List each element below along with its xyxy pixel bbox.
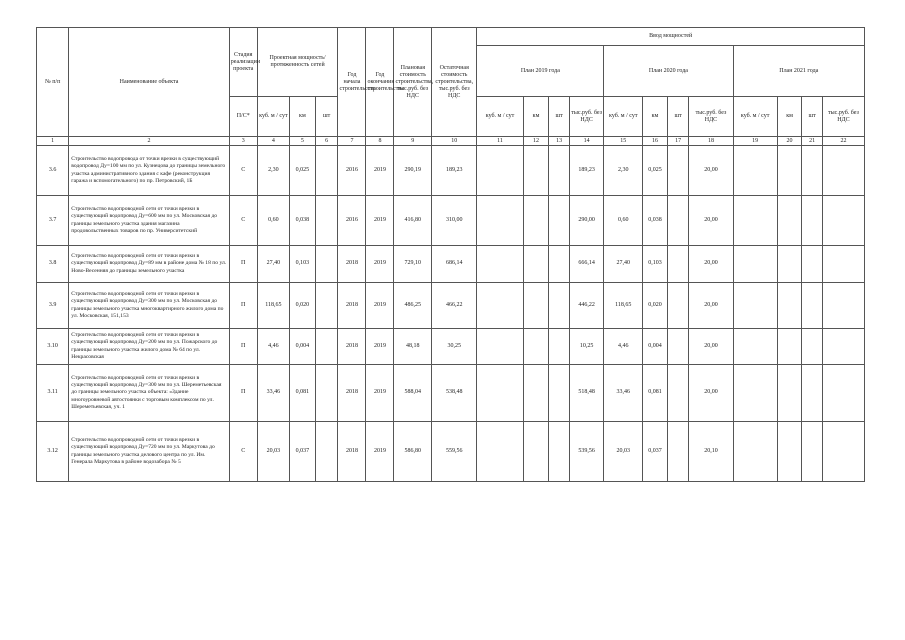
project-stage: П bbox=[229, 246, 257, 283]
plan2020-cub: 4,46 bbox=[604, 329, 643, 365]
col-number: 11 bbox=[477, 137, 523, 146]
plan2021-sht bbox=[802, 196, 822, 246]
plan2019-sht bbox=[549, 422, 569, 482]
header-input: Ввод мощностей bbox=[477, 28, 865, 46]
col-number: 1 bbox=[37, 137, 69, 146]
capacity-sht bbox=[315, 329, 338, 365]
planned-cost: 290,19 bbox=[394, 146, 432, 196]
plan2019-cub bbox=[477, 196, 523, 246]
planned-cost: 729,10 bbox=[394, 246, 432, 283]
capacity-sht bbox=[315, 283, 338, 329]
capacity-km: 0,081 bbox=[290, 365, 316, 422]
col-number: 4 bbox=[257, 137, 289, 146]
project-stage: П bbox=[229, 329, 257, 365]
plan2020-cub: 20,03 bbox=[604, 422, 643, 482]
plan2021-sht bbox=[802, 146, 822, 196]
residual-cost: 538,48 bbox=[432, 365, 477, 422]
plan2019-cub bbox=[477, 365, 523, 422]
residual-cost: 466,22 bbox=[432, 283, 477, 329]
plan2019-sht bbox=[549, 246, 569, 283]
plan2019-km bbox=[523, 246, 549, 283]
row-number: 3.11 bbox=[37, 365, 69, 422]
object-name: Строительство водопроводной сети от точки врезки в существующий водопровод Ду=89 мм в районе дома № 18 по ул. Ново-Весенняя до границы земельного участка bbox=[69, 246, 229, 283]
plan2021-cub bbox=[733, 196, 777, 246]
plan2021-cub bbox=[733, 146, 777, 196]
col-number: 20 bbox=[777, 137, 802, 146]
plan2019-sht bbox=[549, 329, 569, 365]
residual-cost: 310,00 bbox=[432, 196, 477, 246]
plan2021-cost bbox=[822, 329, 864, 365]
col-number: 16 bbox=[643, 137, 668, 146]
sub-cost-2020: тыс.руб. без НДС bbox=[689, 97, 733, 137]
header-capacity: Проектная мощность/ протяженность сетей bbox=[257, 28, 338, 97]
capacity-sht bbox=[315, 422, 338, 482]
plan2019-cub bbox=[477, 146, 523, 196]
plan2021-cost bbox=[822, 246, 864, 283]
plan2019-cost: 539,56 bbox=[569, 422, 603, 482]
year-start: 2016 bbox=[338, 146, 366, 196]
plan2019-km bbox=[523, 283, 549, 329]
plan2020-sht bbox=[667, 283, 689, 329]
col-number: 19 bbox=[733, 137, 777, 146]
residual-cost: 686,14 bbox=[432, 246, 477, 283]
plan2020-sht bbox=[667, 196, 689, 246]
plan2020-sht bbox=[667, 246, 689, 283]
row-number: 3.9 bbox=[37, 283, 69, 329]
capacity-sht bbox=[315, 246, 338, 283]
sub-sht-2021: шт bbox=[802, 97, 822, 137]
plan2021-km bbox=[777, 196, 802, 246]
sub-cost-2021: тыс.руб. без НДС bbox=[822, 97, 864, 137]
col-number: 10 bbox=[432, 137, 477, 146]
plan2020-sht bbox=[667, 422, 689, 482]
plan2020-cost: 20,10 bbox=[689, 422, 733, 482]
plan2021-sht bbox=[802, 329, 822, 365]
capacity-sht bbox=[315, 365, 338, 422]
plan2021-cost bbox=[822, 146, 864, 196]
plan2019-cost: 290,00 bbox=[569, 196, 603, 246]
plan2021-km bbox=[777, 422, 802, 482]
year-start: 2018 bbox=[338, 422, 366, 482]
plan2020-cub: 27,40 bbox=[604, 246, 643, 283]
col-number: 2 bbox=[69, 137, 229, 146]
plan2020-sht bbox=[667, 365, 689, 422]
year-end: 2019 bbox=[366, 422, 394, 482]
row-number: 3.7 bbox=[37, 196, 69, 246]
table-row bbox=[37, 283, 865, 329]
plan2021-cost bbox=[822, 422, 864, 482]
capacity-cub: 20,03 bbox=[257, 422, 289, 482]
planned-cost: 48,18 bbox=[394, 329, 432, 365]
planned-cost: 416,80 bbox=[394, 196, 432, 246]
col-number: 6 bbox=[315, 137, 338, 146]
plan2020-km: 0,004 bbox=[643, 329, 668, 365]
col-number: 22 bbox=[822, 137, 864, 146]
col-number: 12 bbox=[523, 137, 549, 146]
plan2020-cost: 20,00 bbox=[689, 146, 733, 196]
capacity-input-table bbox=[36, 27, 865, 482]
plan2019-cost: 10,25 bbox=[569, 329, 603, 365]
plan2019-cub bbox=[477, 422, 523, 482]
header-name: Наименование объекта bbox=[69, 28, 229, 137]
residual-cost: 30,25 bbox=[432, 329, 477, 365]
col-number: 14 bbox=[569, 137, 603, 146]
plan2020-km: 0,037 bbox=[643, 422, 668, 482]
col-number: 3 bbox=[229, 137, 257, 146]
plan2021-cub bbox=[733, 329, 777, 365]
sub-km-2020: км bbox=[643, 97, 668, 137]
plan2020-sht bbox=[667, 146, 689, 196]
sub-km-2021: км bbox=[777, 97, 802, 137]
col-number: 9 bbox=[394, 137, 432, 146]
header-plan-2020: План 2020 года bbox=[604, 46, 733, 97]
sub-sht-2019: шт bbox=[549, 97, 569, 137]
capacity-km: 0,037 bbox=[290, 422, 316, 482]
plan2020-sht bbox=[667, 329, 689, 365]
year-end: 2019 bbox=[366, 283, 394, 329]
plan2021-sht bbox=[802, 283, 822, 329]
planned-cost: 486,25 bbox=[394, 283, 432, 329]
plan2021-km bbox=[777, 283, 802, 329]
capacity-cub: 0,60 bbox=[257, 196, 289, 246]
year-end: 2019 bbox=[366, 365, 394, 422]
col-number: 21 bbox=[802, 137, 822, 146]
capacity-sht bbox=[315, 196, 338, 246]
plan2019-sht bbox=[549, 146, 569, 196]
plan2019-cub bbox=[477, 283, 523, 329]
plan2019-km bbox=[523, 329, 549, 365]
sub-cost-2019: тыс.руб. без НДС bbox=[569, 97, 603, 137]
row-number: 3.6 bbox=[37, 146, 69, 196]
plan2020-cost: 20,00 bbox=[689, 196, 733, 246]
col-number: 17 bbox=[667, 137, 689, 146]
object-name: Строительство водопроводной сети от точки врезки в существующий водопровод Ду=300 мм по ул. Московская до границы земельного участка многоквартирного жилого дома по ул. Московская, 151,153 bbox=[69, 283, 229, 329]
plan2020-km: 0,025 bbox=[643, 146, 668, 196]
table-row bbox=[37, 365, 865, 422]
plan2021-km bbox=[777, 146, 802, 196]
header-num: № п/п bbox=[37, 28, 69, 137]
header-residual-cost: Остаточная стоимость строительства, тыс.руб. без НДС bbox=[432, 28, 477, 137]
sub-cub-2020: куб. м / сут bbox=[604, 97, 643, 137]
year-start: 2018 bbox=[338, 283, 366, 329]
project-stage: П bbox=[229, 365, 257, 422]
year-start: 2016 bbox=[338, 196, 366, 246]
plan2019-sht bbox=[549, 365, 569, 422]
project-stage: С bbox=[229, 146, 257, 196]
table-row bbox=[37, 422, 865, 482]
year-end: 2019 bbox=[366, 329, 394, 365]
sub-cub-2021: куб. м / сут bbox=[733, 97, 777, 137]
year-start: 2018 bbox=[338, 329, 366, 365]
plan2021-cub bbox=[733, 422, 777, 482]
object-name: Строительство водопроводной сети от точки врезки в существующий водопровод Ду=720 мм по ул. Маркутова до границы земельного участка делового центра по ул. Им. Генерала Маркутова в районе водозабора № 5 bbox=[69, 422, 229, 482]
plan2019-cost: 518,48 bbox=[569, 365, 603, 422]
plan2019-km bbox=[523, 196, 549, 246]
table-body bbox=[37, 146, 865, 482]
residual-cost: 189,23 bbox=[432, 146, 477, 196]
plan2021-sht bbox=[802, 422, 822, 482]
header-stage: Стадия реализации проекта bbox=[229, 28, 257, 97]
table-row bbox=[37, 196, 865, 246]
plan2021-cost bbox=[822, 283, 864, 329]
row-number: 3.8 bbox=[37, 246, 69, 283]
col-number: 8 bbox=[366, 137, 394, 146]
plan2021-km bbox=[777, 246, 802, 283]
plan2019-cub bbox=[477, 246, 523, 283]
plan2020-cub: 2,30 bbox=[604, 146, 643, 196]
table-row bbox=[37, 329, 865, 365]
plan2020-cub: 0,60 bbox=[604, 196, 643, 246]
object-name: Строительство водопроводной сети от точки врезки в существующий водопровод Ду=600 мм по ул. Московская до границы земельного участка здания магазина продовольственных товаров по пр. Университетский bbox=[69, 196, 229, 246]
column-number-row bbox=[37, 137, 865, 146]
table-row bbox=[37, 246, 865, 283]
project-stage: С bbox=[229, 422, 257, 482]
sub-sht-2020: шт bbox=[667, 97, 689, 137]
plan2021-sht bbox=[802, 246, 822, 283]
plan2019-cost: 189,23 bbox=[569, 146, 603, 196]
capacity-cub: 4,46 bbox=[257, 329, 289, 365]
col-number: 13 bbox=[549, 137, 569, 146]
plan2019-km bbox=[523, 422, 549, 482]
capacity-km: 0,025 bbox=[290, 146, 316, 196]
capacity-km: 0,038 bbox=[290, 196, 316, 246]
plan2020-cub: 33,46 bbox=[604, 365, 643, 422]
header-plan-2021: План 2021 года bbox=[733, 46, 864, 97]
plan2021-cost bbox=[822, 365, 864, 422]
object-name: Строительство водопровода от точки врезки в существующий водопровод Ду=100 мм по ул. Кузнецова до границы земельного участка административного здания с кафе (реконструкция гаража и вспомогательного) по пр. Петровский, 1Б bbox=[69, 146, 229, 196]
year-start: 2018 bbox=[338, 246, 366, 283]
year-end: 2019 bbox=[366, 146, 394, 196]
sub-km-2019: км bbox=[523, 97, 549, 137]
plan2021-cub bbox=[733, 365, 777, 422]
sub-stage: П/С* bbox=[229, 97, 257, 137]
header-year-end: Год окончания строительства bbox=[366, 28, 394, 137]
col-number: 5 bbox=[290, 137, 316, 146]
capacity-cub: 27,40 bbox=[257, 246, 289, 283]
sub-cub-2019: куб. м / сут bbox=[477, 97, 523, 137]
sub-km: км bbox=[290, 97, 316, 137]
plan2020-cost: 20,00 bbox=[689, 329, 733, 365]
plan2020-km: 0,081 bbox=[643, 365, 668, 422]
header-year-start: Год начала строительства bbox=[338, 28, 366, 137]
plan2021-km bbox=[777, 329, 802, 365]
plan2019-km bbox=[523, 365, 549, 422]
plan2019-sht bbox=[549, 283, 569, 329]
plan2020-cub: 118,65 bbox=[604, 283, 643, 329]
sub-sht: шт bbox=[315, 97, 338, 137]
capacity-sht bbox=[315, 146, 338, 196]
plan2019-sht bbox=[549, 196, 569, 246]
capacity-km: 0,020 bbox=[290, 283, 316, 329]
plan2020-km: 0,038 bbox=[643, 196, 668, 246]
plan2020-km: 0,103 bbox=[643, 246, 668, 283]
plan2021-cost bbox=[822, 196, 864, 246]
table-row bbox=[37, 146, 865, 196]
project-stage: П bbox=[229, 283, 257, 329]
plan2020-cost: 20,00 bbox=[689, 283, 733, 329]
object-name: Строительство водопроводной сети от точки врезки в существующий водопровод Ду=300 мм по ул. Шереметьевская до границы земельного участка объекта: «Здание многоуровневой автостоянки с торговым комплексом по ул. Шереметьевская, уч. 1 bbox=[69, 365, 229, 422]
capacity-km: 0,103 bbox=[290, 246, 316, 283]
row-number: 3.12 bbox=[37, 422, 69, 482]
plan2021-cub bbox=[733, 246, 777, 283]
project-stage: С bbox=[229, 196, 257, 246]
sub-cub: куб. м / сут bbox=[257, 97, 289, 137]
plan2019-cost: 446,22 bbox=[569, 283, 603, 329]
object-name: Строительство водопроводной сети от точки врезки в существующий водопровод Ду=200 мм по ул. Пожарского до границы земельного участка жилого дома № 64 по ул. Некрасовская bbox=[69, 329, 229, 365]
plan2021-cub bbox=[733, 283, 777, 329]
plan2021-km bbox=[777, 365, 802, 422]
planned-cost: 586,80 bbox=[394, 422, 432, 482]
col-number: 7 bbox=[338, 137, 366, 146]
capacity-cub: 118,65 bbox=[257, 283, 289, 329]
year-end: 2019 bbox=[366, 196, 394, 246]
plan2019-cub bbox=[477, 329, 523, 365]
plan2020-km: 0,020 bbox=[643, 283, 668, 329]
year-end: 2019 bbox=[366, 246, 394, 283]
header-planned-cost: Плановая стоимость строительства, тыс.руб. без НДС bbox=[394, 28, 432, 137]
capacity-km: 0,004 bbox=[290, 329, 316, 365]
residual-cost: 559,56 bbox=[432, 422, 477, 482]
capacity-cub: 33,46 bbox=[257, 365, 289, 422]
header-plan-2019: План 2019 года bbox=[477, 46, 604, 97]
row-number: 3.10 bbox=[37, 329, 69, 365]
col-number: 18 bbox=[689, 137, 733, 146]
plan2021-sht bbox=[802, 365, 822, 422]
year-start: 2018 bbox=[338, 365, 366, 422]
col-number: 15 bbox=[604, 137, 643, 146]
planned-cost: 588,04 bbox=[394, 365, 432, 422]
capacity-cub: 2,30 bbox=[257, 146, 289, 196]
plan2020-cost: 20,00 bbox=[689, 246, 733, 283]
plan2019-cost: 666,14 bbox=[569, 246, 603, 283]
plan2019-km bbox=[523, 146, 549, 196]
plan2020-cost: 20,00 bbox=[689, 365, 733, 422]
